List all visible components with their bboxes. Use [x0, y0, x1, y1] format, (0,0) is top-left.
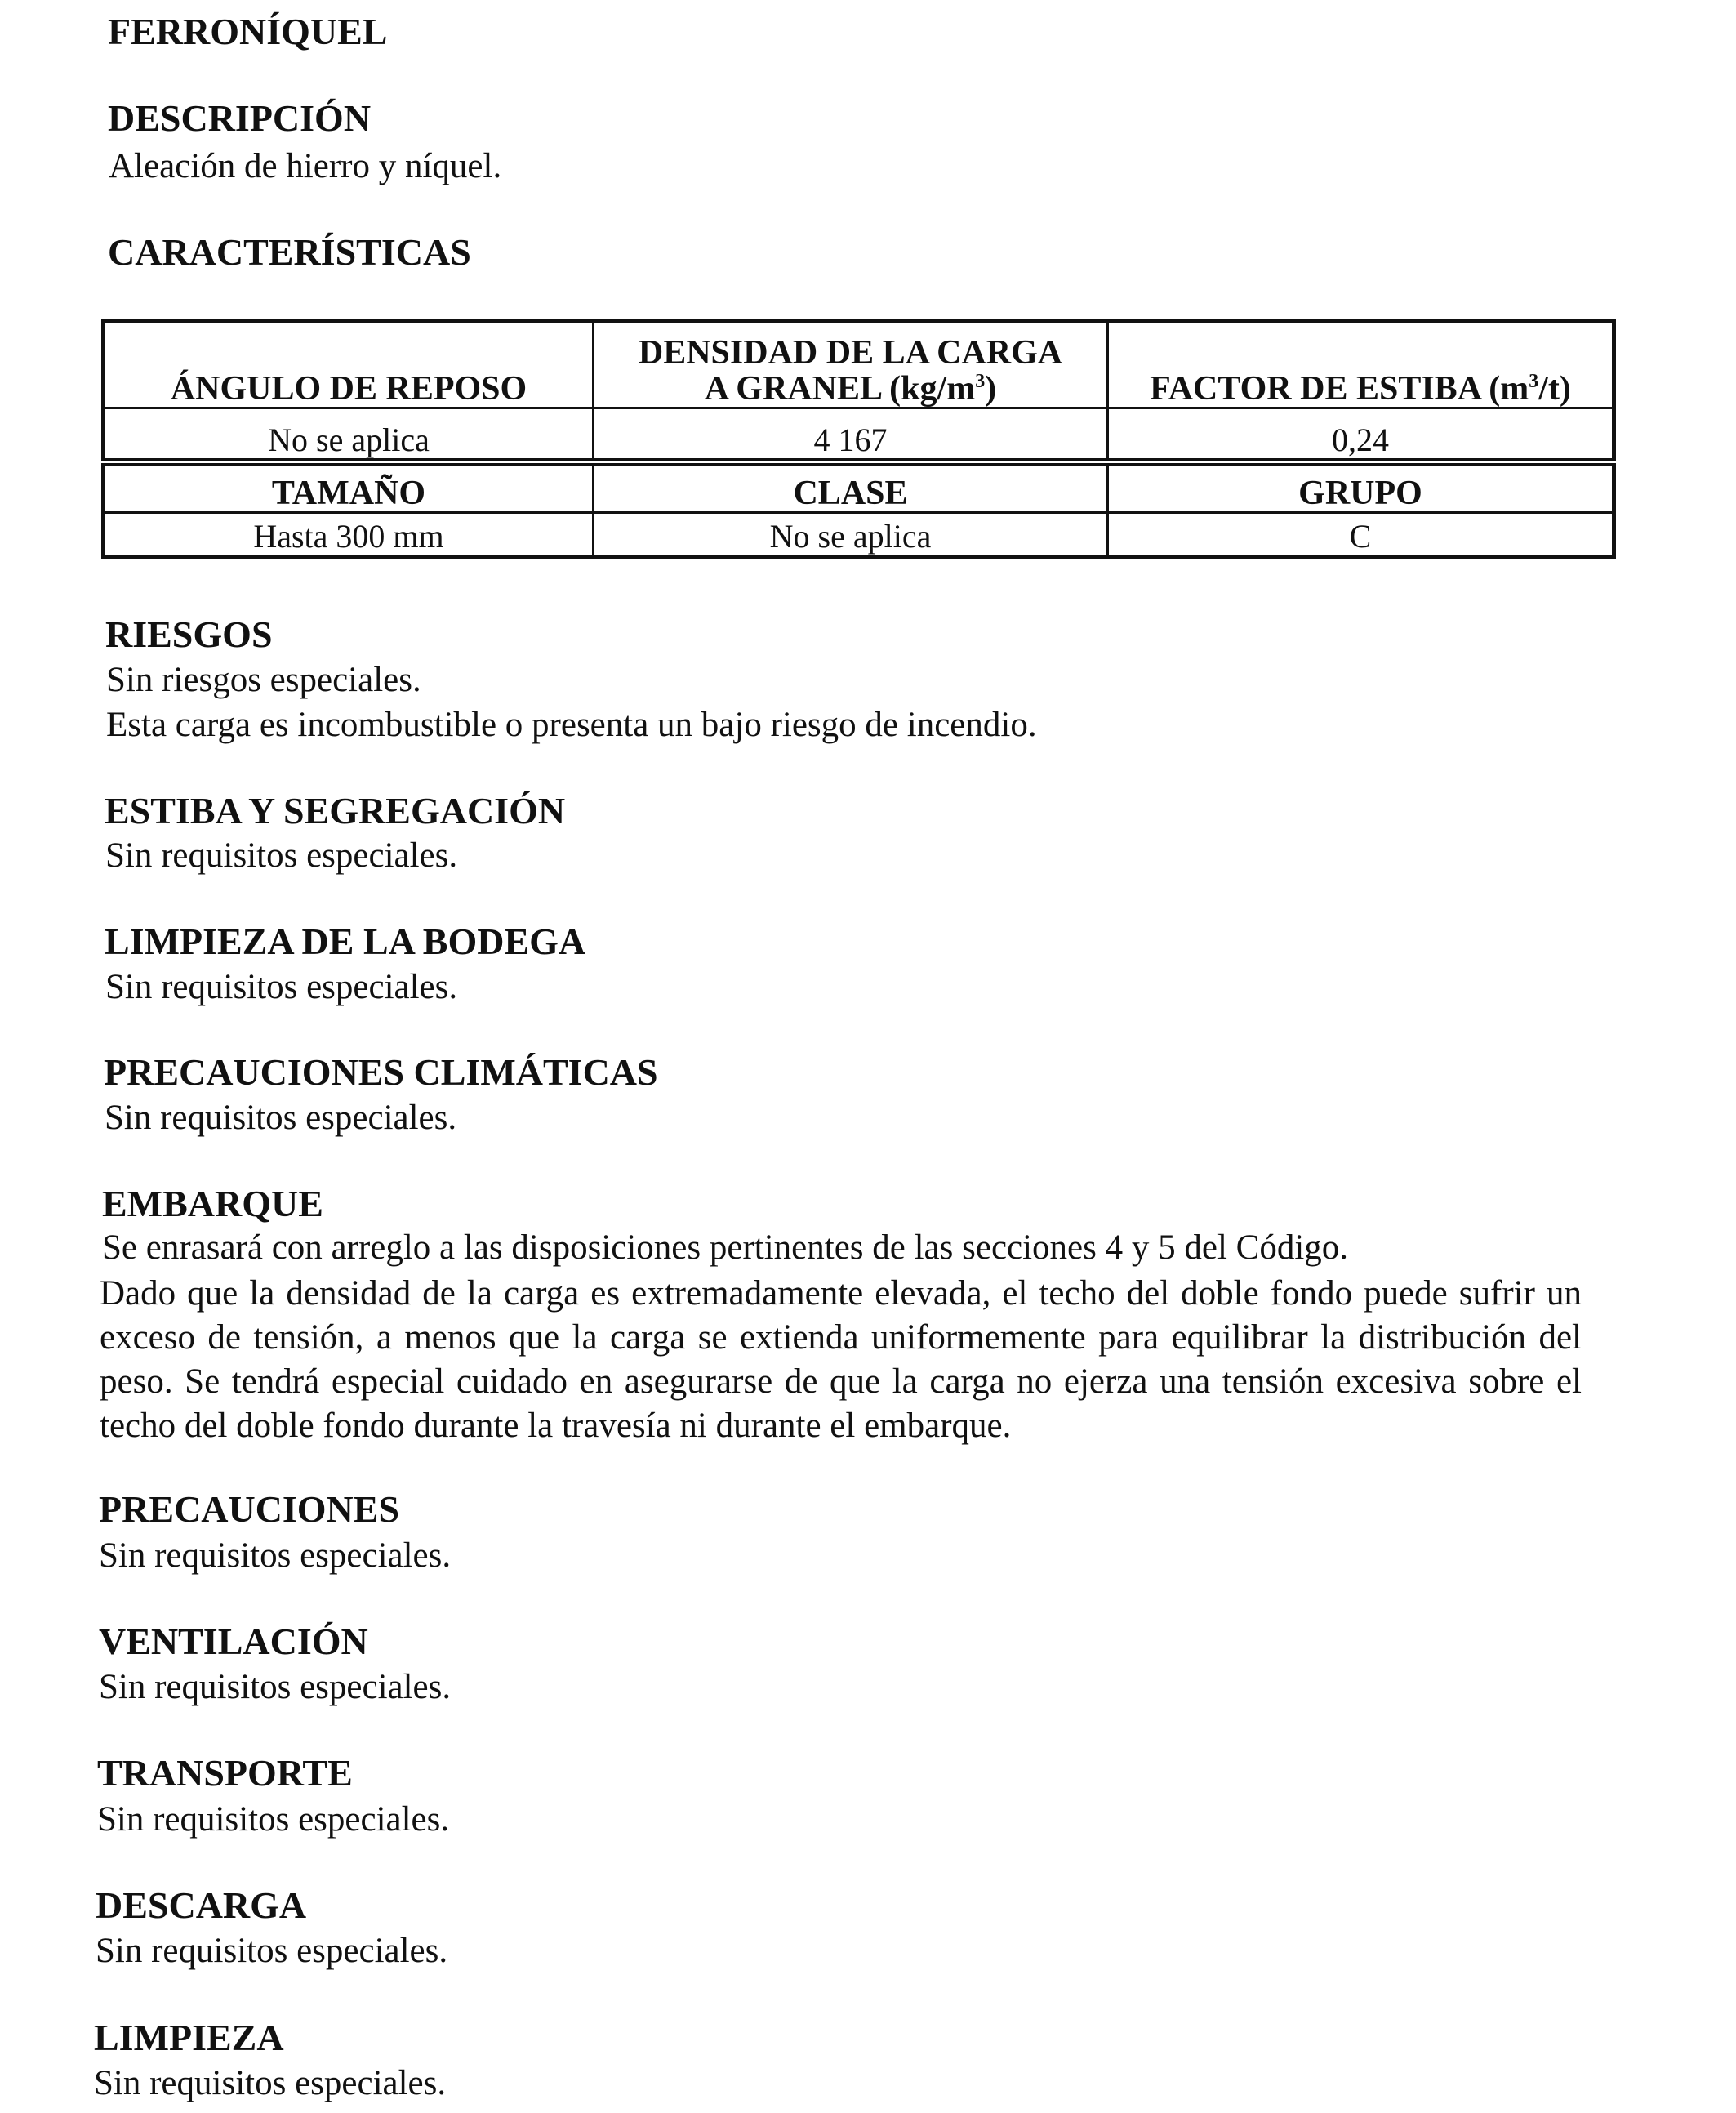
- descarga-text: Sin requisitos especiales.: [96, 1932, 448, 1970]
- precauciones-climaticas-heading: PRECAUCIONES CLIMÁTICAS: [104, 1051, 658, 1093]
- embarque-heading: EMBARQUE: [102, 1183, 323, 1224]
- embarque-paragraph: Dado que la densidad de la carga es extremadamente elevada, el techo del doble fondo puede sufrir un exceso de tensión, a menos que la carga se extienda uniformemente para equilibrar la distribución del peso. Se tendrá especial cuidado en asegurarse de que la carga no ejerza una tensión excesiva sobre el techo del doble fondo durante la travesía ni durante el embarque.: [100, 1274, 1582, 1445]
- document-title: FERRONÍQUEL: [108, 11, 388, 52]
- tamano-header: TAMAÑO: [104, 462, 594, 513]
- precauciones-climaticas-text: Sin requisitos especiales.: [105, 1099, 457, 1137]
- descripcion-heading: DESCRIPCIÓN: [108, 97, 372, 139]
- clase-header: CLASE: [594, 462, 1108, 513]
- precauciones-heading: PRECAUCIONES: [99, 1488, 400, 1530]
- characteristics-table: [101, 319, 1616, 559]
- angulo-value: No se aplica: [104, 408, 594, 462]
- grupo-value: C: [1108, 513, 1614, 557]
- table-header-row: [104, 462, 1614, 513]
- grupo-header: GRUPO: [1108, 462, 1614, 513]
- angulo-header: ÁNGULO DE REPOSO: [104, 322, 594, 408]
- limpieza-text: Sin requisitos especiales.: [94, 2064, 447, 2102]
- riesgos-heading: RIESGOS: [105, 613, 273, 655]
- caracteristicas-heading: CARACTERÍSTICAS: [108, 231, 471, 273]
- limpieza-bodega-heading: LIMPIEZA DE LA BODEGA: [105, 921, 586, 962]
- factor-header: [1108, 322, 1614, 408]
- densidad-header-line2: A GRANEL (kg/m: [704, 370, 976, 408]
- table-row: [104, 408, 1614, 462]
- embarque-line-1: Se enrasará con arreglo a las disposiciones pertinentes de las secciones 4 y 5 del Código.: [102, 1228, 1349, 1267]
- tamano-value: Hasta 300 mm: [104, 513, 594, 557]
- descripcion-text: Aleación de hierro y níquel.: [109, 147, 502, 185]
- ventilacion-text: Sin requisitos especiales.: [99, 1668, 452, 1706]
- factor-header-close: /t): [1538, 370, 1571, 408]
- densidad-header-line1: DENSIDAD DE LA CARGA: [638, 334, 1063, 372]
- densidad-exponent: 3: [975, 371, 986, 392]
- limpieza-heading: LIMPIEZA: [94, 2017, 284, 2058]
- table-row: [104, 513, 1614, 557]
- transporte-text: Sin requisitos especiales.: [97, 1800, 450, 1839]
- estiba-heading: ESTIBA Y SEGREGACIÓN: [105, 790, 566, 831]
- densidad-value: 4 167: [594, 408, 1108, 462]
- riesgos-line-2: Esta carga es incombustible o presenta un bajo riesgo de incendio.: [106, 706, 1037, 744]
- table-header-row: [104, 322, 1614, 408]
- precauciones-text: Sin requisitos especiales.: [99, 1536, 452, 1575]
- limpieza-bodega-text: Sin requisitos especiales.: [105, 968, 458, 1006]
- factor-header-label: FACTOR DE ESTIBA (m: [1150, 370, 1529, 408]
- riesgos-line-1: Sin riesgos especiales.: [106, 661, 421, 699]
- ventilacion-heading: VENTILACIÓN: [99, 1620, 368, 1662]
- densidad-header: [594, 322, 1108, 408]
- estiba-text: Sin requisitos especiales.: [105, 836, 458, 875]
- descarga-heading: DESCARGA: [96, 1884, 307, 1926]
- factor-value: 0,24: [1108, 408, 1614, 462]
- clase-value: No se aplica: [594, 513, 1108, 557]
- transporte-heading: TRANSPORTE: [97, 1752, 353, 1794]
- factor-exponent: 3: [1529, 371, 1539, 392]
- densidad-header-close: ): [985, 370, 997, 408]
